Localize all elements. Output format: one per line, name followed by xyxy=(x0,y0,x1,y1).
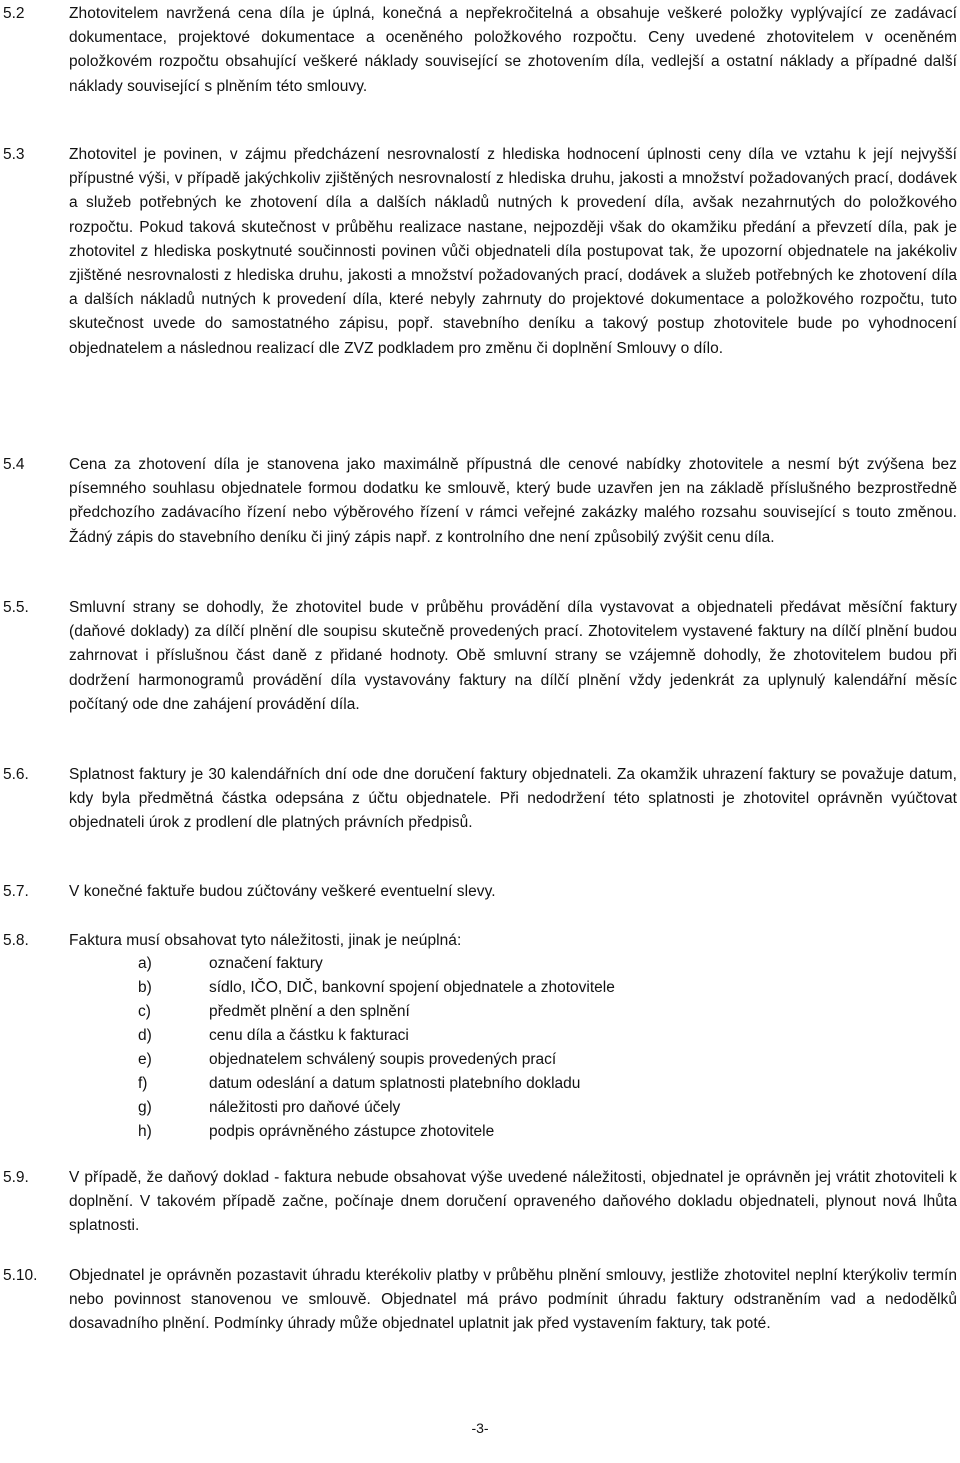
list-item-marker: a) xyxy=(138,955,152,972)
list-item-text: cenu díla a částku k fakturaci xyxy=(209,1027,409,1044)
clause-text: V konečné faktuře budou zúčtovány veškeré eventuelní slevy. xyxy=(69,883,496,900)
clause-number: 5.3 xyxy=(3,146,25,163)
clause-text: Splatnost faktury je 30 kalendářních dní ode dne doručení faktury objednateli. Za okamžik uhrazení faktury se považuje datum, kdy byla předmětná částka odepsána z účtu objednatele. Při nedodržení této splatnosti je zhotovitel oprávněn vyúčtovat objednateli úrok z prodlení dle platných právních předpisů. xyxy=(69,766,957,832)
list-item xyxy=(0,1072,960,1096)
list-item-marker: d) xyxy=(138,1027,152,1044)
list-item xyxy=(0,976,960,1000)
clause-number: 5.9. xyxy=(3,1169,29,1186)
list-item-text: předmět plnění a den splnění xyxy=(209,1003,410,1020)
list-item-marker: g) xyxy=(138,1099,152,1116)
clause-text: V případě, že daňový doklad - faktura nebude obsahovat výše uvedené náležitosti, objednatel je oprávněn jej vrátit zhotoviteli k doplnění. V takovém případě začne, počínaje dnem doručení opraveného daňového dokladu objednateli, plynout nová lhůta splatnosti. xyxy=(69,1169,957,1235)
list-item-marker: f) xyxy=(138,1075,148,1092)
list-item xyxy=(0,1024,960,1048)
clause-number: 5.6. xyxy=(3,766,29,783)
list-item xyxy=(0,1120,960,1144)
clause-text: Objednatel je oprávněn pozastavit úhradu kterékoliv platby v průběhu plnění smlouvy, jestliže zhotovitel neplní kterýkoliv termín nebo povinnost stanovenou ve smlouvě. Objednatel má právo podmínit úhradu faktury odstraněním vad a nedodělků dosavadního plnění. Podmínky úhrady může objednatel uplatnit jak před vystavením faktury, tak poté. xyxy=(69,1267,957,1333)
clause-number: 5.7. xyxy=(3,883,29,900)
page-number: -3- xyxy=(471,1420,489,1436)
clause-number: 5.8. xyxy=(3,932,29,949)
clause-number: 5.5. xyxy=(3,599,29,616)
list-item xyxy=(0,952,960,976)
list-item-text: podpis oprávněného zástupce zhotovitele xyxy=(209,1123,495,1140)
clause-text: Cena za zhotovení díla je stanovena jako maximálně přípustná dle cenové nabídky zhotovitele a nesmí být zvýšena bez písemného souhlasu objednatele formou dodatku ke smlouvě, který bude uzavřen jen na základě příslušného bezprostředně předchozího zadávacího řízení nebo výběrového řízení v rámci veřejné zakázky malého rozsahu související s touto změnou. Žádný zápis do stavebního deníku či jiný zápis např. z kontrolního dne není způsobilý zvýšit cenu díla. xyxy=(69,456,957,546)
list-item-text: objednatelem schválený soupis provedených prací xyxy=(209,1051,557,1068)
list-item-text: datum odeslání a datum splatnosti platebního dokladu xyxy=(209,1075,581,1092)
clause-number: 5.10. xyxy=(3,1267,38,1284)
list-item-marker: e) xyxy=(138,1051,152,1068)
list-item xyxy=(0,1000,960,1024)
list-item xyxy=(0,1096,960,1120)
list-item-marker: h) xyxy=(138,1123,152,1140)
clause-number: 5.4 xyxy=(3,456,25,473)
clause-text: Zhotovitel je povinen, v zájmu předcházení nesrovnalostí z hlediska hodnocení úplnosti ceny díla ve vztahu k její nejvyšší přípustné výši, v případě jakýchkoliv zjištěných nesrovnalostí z hlediska druhu, jakosti a množství požadovaných prací, dodávek a služeb potřebných ke zhotovení díla a dalších nákladů nutných k provedení díla, avšak nezahrnutých do položkového rozpočtu. Pokud taková skutečnost v průběhu realizace nastane, nejpozději však do okamžiku předání a převzetí díla, pak je zhotovitel z hlediska poskytnuté součinnosti povinen vůči objednateli díla postupovat tak, že upozorní objednatele na jakékoliv zjištěné nesrovnalosti z hlediska druhu, jakosti a množství požadovaných prací, dodávek a služeb potřebných ke zhotovení díla a dalších nákladů nutných k provedení díla, které nebyly zahrnuty do projektové dokumentace a položkového rozpočtu, tuto skutečnost uvede do samostatného zápisu, popř. stavebního deníku a takový postup zhotovitele bude po vyhodnocení objednatelem a následnou realizací dle ZVZ podkladem pro změnu či doplnění Smlouvy o dílo. xyxy=(69,146,957,357)
list-item xyxy=(0,1048,960,1072)
list-item-text: označení faktury xyxy=(209,955,323,972)
clause-number: 5.2 xyxy=(3,5,25,22)
clause-text: Faktura musí obsahovat tyto náležitosti, jinak je neúplná: xyxy=(69,932,462,949)
list-item-marker: b) xyxy=(138,979,152,996)
list-item-text: náležitosti pro daňové účely xyxy=(209,1099,401,1116)
list-item-marker: c) xyxy=(138,1003,151,1020)
clause-text: Smluvní strany se dohodly, že zhotovitel bude v průběhu provádění díla vystavovat a objednateli předávat měsíční faktury (daňové doklady) za dílčí plnění dle soupisu skutečně provedených prací. Zhotovitelem vystavené faktury na dílčí plnění budou zahrnovat i příslušnou část daně z přidané hodnoty. Obě smluvní strany se vzájemně dohodly, že zhotovitelem budou při dodržení harmonogramů provádění díla vystavovány faktury na dílčí plnění vždy jedenkrát za uplynulý kalendářní měsíc počítaný ode dne zahájení provádění díla. xyxy=(69,599,957,713)
clause-text: Zhotovitelem navržená cena díla je úplná, konečná a nepřekročitelná a obsahuje veškeré položky vyplývající ze zadávací dokumentace, projektové dokumentace a oceněného položkového rozpočtu. Ceny uvedené zhotovitelem v oceněném položkovém rozpočtu obsahující veškeré náklady související se zhotovením díla, vedlejší a ostatní náklady a případné další náklady související s plněním této smlouvy. xyxy=(69,5,957,95)
list-item-text: sídlo, IČO, DIČ, bankovní spojení objednatele a zhotovitele xyxy=(209,979,615,996)
